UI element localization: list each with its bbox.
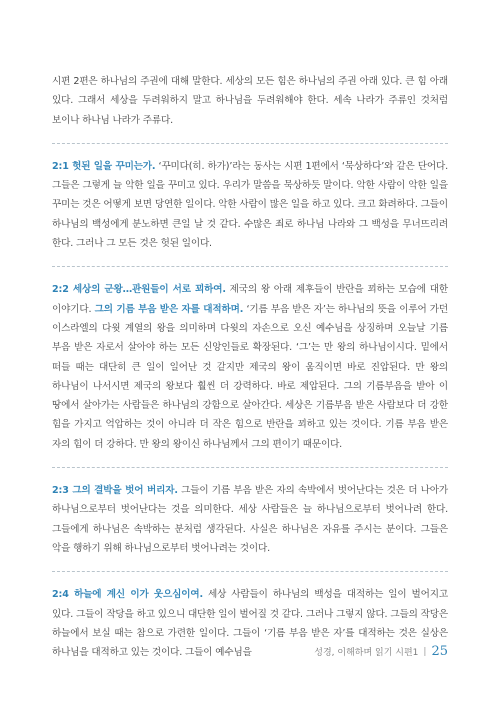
commentary-2-3 [52, 481, 448, 558]
commentary-text-2-2-intro: 제국의 왕 아래 제후들이 반란을 꾀하는 모습에 대한 이야기다. [52, 284, 448, 315]
commentary-2-1 [52, 157, 448, 253]
commentary-text-2-1: ‘꾸미다(히. 하가)’라는 동사는 시편 1편에서 ‘묵상하다’와 같은 단어다. 그들은 그렇게 늘 악한 일을 꾸미고 있다. 우리가 말씀을 묵상하듯 말이다. 악한 사람이 악한 일을 꾸미는 것은 어떻게 보면 당연한 일이다. 악한 사람이 많은 일을 하고 있다. 크고 화려하다. 그들이 하나님의 백성에게 분노하면 큰일 날 것 같다. 수많은 죄로 하나님 나라와 그 백성을 무너뜨리려 한다. 그러나 그 모든 것은 헛된 일이다. [52, 160, 448, 250]
section-divider [52, 467, 448, 468]
footer-separator: | [423, 646, 427, 657]
verse-heading-2-3: 2:3 그의 결박을 벗어 버리자. [52, 485, 178, 497]
page-footer [314, 644, 448, 659]
verse-heading-2-2: 2:2 세상의 군왕…관원들이 서로 꾀하여. [52, 284, 226, 296]
commentary-2-2 [52, 280, 448, 454]
page-content [52, 72, 448, 662]
section-divider [52, 143, 448, 144]
verse-subheading-2-2: 그의 기름 부음 받은 자를 대적하며. [94, 303, 244, 315]
page-number: 25 [431, 644, 448, 659]
intro-paragraph: 시편 2편은 하나님의 주권에 대해 말한다. 세상의 모든 힘은 하나님의 주권 아래 있다. 큰 힘 아래 있다. 그래서 세상을 두려워하지 말고 하나님을 두려워해야 한다. 세속 나라가 주류인 것처럼 보이나 하나님 나라가 주류다. [52, 76, 448, 126]
running-title: 성경, 이해하며 읽기 시편1 [314, 648, 419, 658]
section-divider [52, 266, 448, 267]
verse-heading-2-1: 2:1 헛된 일을 꾸미는가. [52, 160, 156, 172]
commentary-text-2-3: 그들이 기름 부음 받은 자의 속박에서 벗어난다는 것은 더 나아가 하나님으로부터 벗어난다는 것을 의미한다. 세상 사람들은 늘 하나님으로부터 벗어나려 한다. 그들에게 하나님은 속박하는 분처럼 생각된다. 사실은 하나님은 자유를 주시는 분이다. 그들은 악을 행하기 위해 하나님으로부터 벗어나려는 것이다. [52, 485, 448, 554]
commentary-text-2-4: 세상 사람들이 하나님의 백성을 대적하는 일이 벌어지고 있다. 그들이 작당을 하고 있으니 대단한 일이 벌어질 것 같다. 그러나 그렇지 않다. 그들의 작당은 하늘에서 보실 때는 참으로 가련한 일이다. 그들이 ‘기름 부음 받은 자’를 대적하는 것은 실상은 하나님을 대적하고 있는 것이다. 그들이 예수님을 [52, 589, 448, 659]
verse-heading-2-4: 2:4 하늘에 계신 이가 웃으심이여. [52, 589, 203, 601]
section-divider [52, 571, 448, 572]
commentary-text-2-2: ‘기름 부음 받은 자’는 하나님의 뜻을 이루어 가던 이스라엘의 다윗 계열의 왕을 의미하며 다윗의 자손으로 오신 예수님을 상징하며 오늘날 기름 부음 받은 자로서 살아야 하는 모든 신앙인들로 확장된다. ‘그’는 만 왕의 하나님이시다. 밑에서 떠들 때는 대단히 큰 일이 일어난 것 같지만 제국의 왕이 움직이면 바로 진압된다. 만 왕의 하나님이 나서시면 제국의 왕보다 훨씬 더 강력하다. 바로 제압된다. 그의 기름부음을 받아 이 땅에서 살아가는 사람들은 하나님의 강함으로 살아간다. 세상은 기름부음 받은 사람보다 더 강한 힘을 가지고 억압하는 것이 아니라 더 작은 힘으로 반란을 꾀하고 있는 것이다. 기름 부음 받은 자의 힘이 더 강하다. 만 왕의 왕이신 하나님께서 그의 편이기 때문이다. [52, 303, 449, 450]
